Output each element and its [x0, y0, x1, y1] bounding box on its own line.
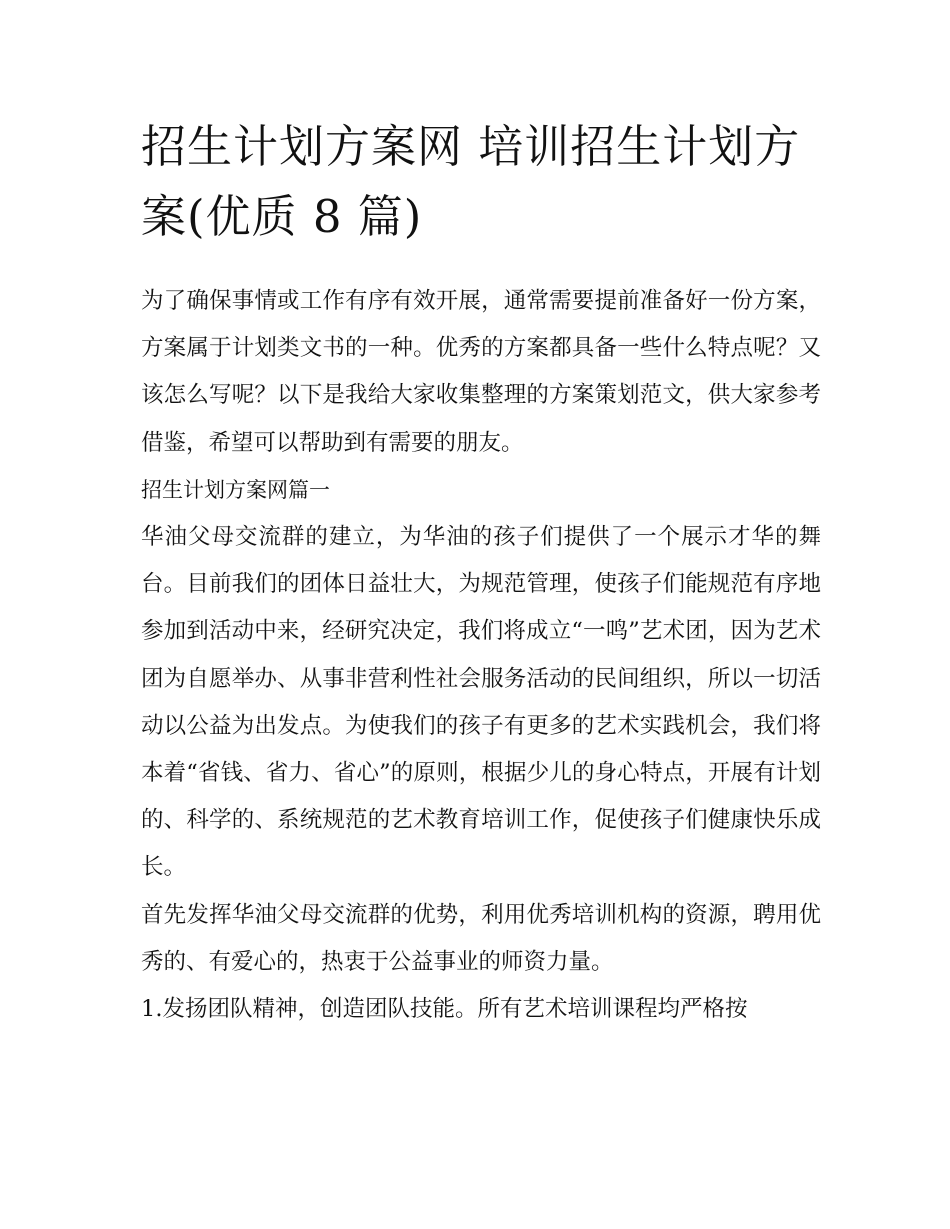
body-paragraph-2: 首先发挥华油父母交流群的优势，利用优秀培训机构的资源，聘用优秀的、有爱心的，热衷于公益事业的师资力量。 — [141, 901, 821, 975]
intro-paragraph: 为了确保事情或工作有序有效开展，通常需要提前准备好一份方案，方案属于计划类文书的一种。优秀的方案都具备一些什么特点呢？又该怎么写呢？以下是我给大家收集整理的方案策划范文，供大家参考借鉴，希望可以帮助到有需要的朋友。 — [141, 288, 821, 456]
body-paragraph-1: 华油父母交流群的建立，为华油的孩子们提供了一个展示才华的舞台。目前我们的团体日益壮大，为规范管理，使孩子们能规范有序地参加到活动中来，经研究决定，我们将成立“一鸣”艺术团，因为艺术团为自愿举办、从事非营利性社会服务活动的民间组织，所以一切活动以公益为出发点。为使我们的孩子有更多的艺术实践机会，我们将本着“省钱、省力、省心”的原则，根据少儿的身心特点，开展有计划的、科学的、系统规范的艺术教育培训工作，促使孩子们健康快乐成长。 — [141, 524, 821, 881]
document-body — [141, 278, 821, 1033]
section-heading: 招生计划方案网篇一 — [141, 477, 330, 502]
document-title: 招生计划方案网 培训招生计划方案(优质 8 篇) — [141, 120, 801, 243]
body-paragraph-3: 1.发扬团队精神，创造团队技能。所有艺术培训课程均严格按 — [141, 996, 748, 1023]
